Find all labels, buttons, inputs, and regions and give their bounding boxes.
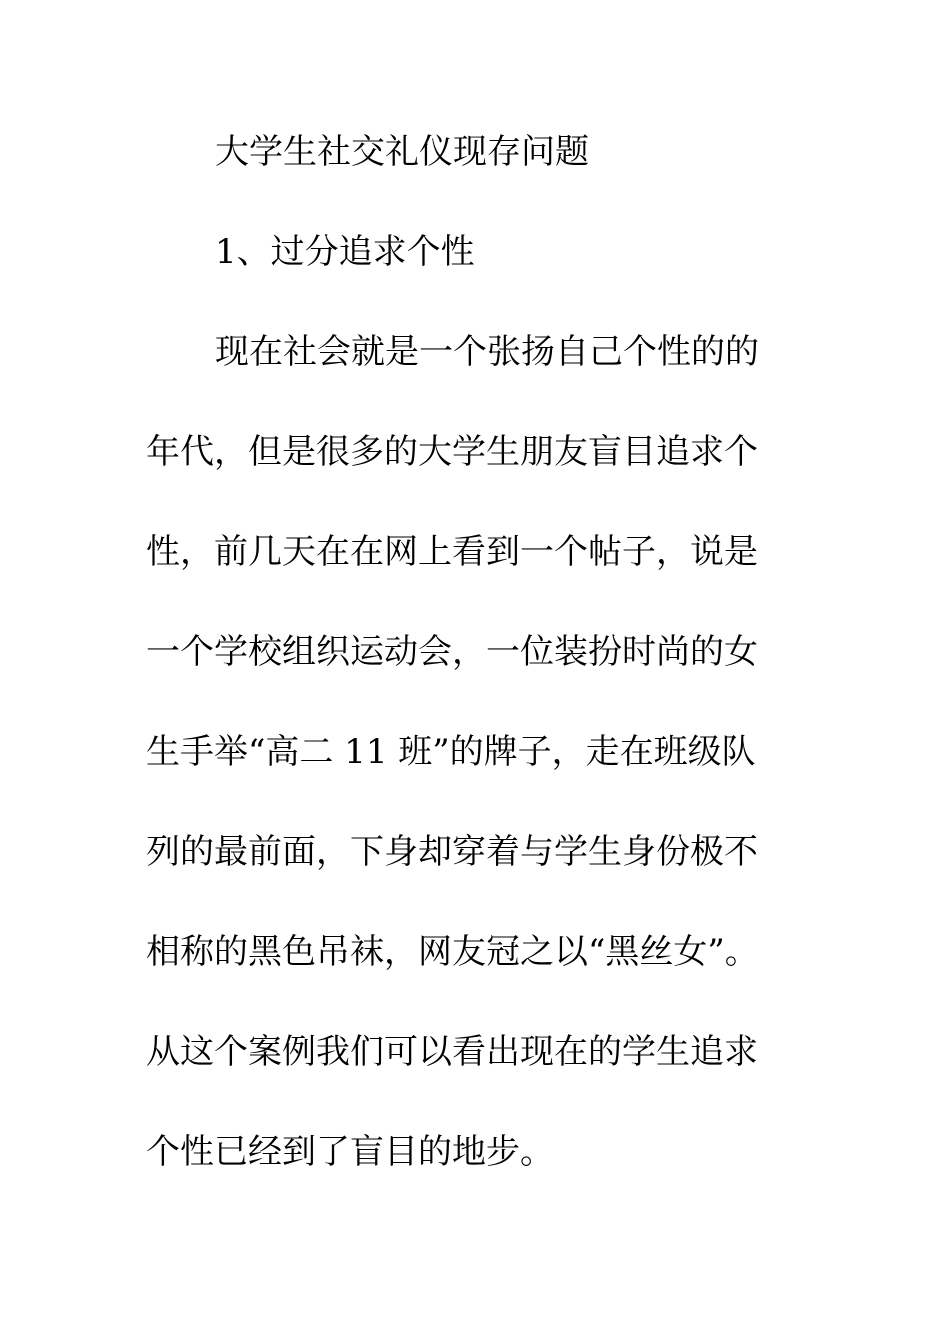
paragraph-line-8: 从这个案例我们可以看出现在的学生追求 — [146, 1032, 758, 1072]
paragraph-line-4: 一个学校组织运动会，一位装扮时尚的女 — [146, 632, 758, 672]
document-title: 大学生社交礼仪现存问题 — [215, 132, 589, 172]
section-heading: 1、过分追求个性 — [215, 232, 475, 272]
paragraph-line-1: 现在社会就是一个张扬自己个性的的 — [215, 332, 759, 372]
paragraph-line-5: 生手举“高二 11 班”的牌子，走在班级队 — [146, 732, 756, 772]
paragraph-line-7: 相称的黑色吊袜，网友冠之以“黑丝女”。 — [146, 932, 759, 972]
paragraph-line-9: 个性已经到了盲目的地步。 — [146, 1132, 554, 1172]
paragraph-line-3: 性，前几天在在网上看到一个帖子，说是 — [146, 532, 758, 572]
paragraph-line-2: 年代，但是很多的大学生朋友盲目追求个 — [146, 432, 758, 472]
paragraph-line-6: 列的最前面，下身却穿着与学生身份极不 — [146, 832, 758, 872]
